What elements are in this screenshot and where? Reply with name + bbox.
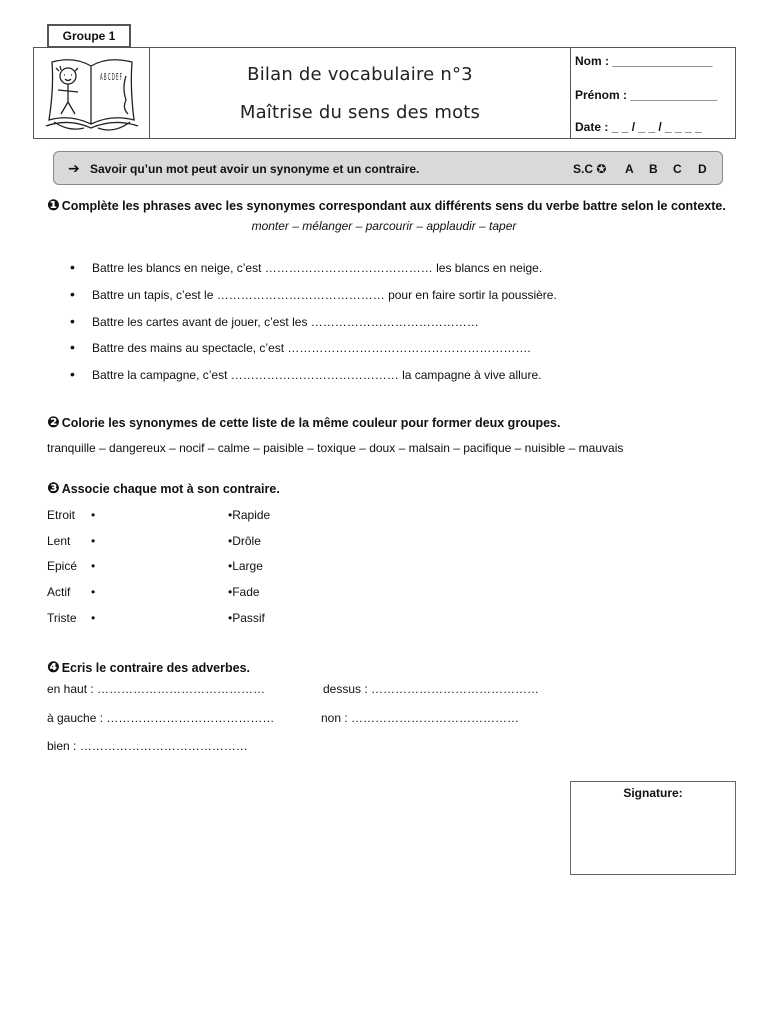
answer-line-non[interactable]: non : …………………………………… — [321, 711, 520, 725]
level-a[interactable]: A — [625, 162, 634, 176]
answer-line-bien[interactable]: bien : …………………………………… — [47, 739, 248, 753]
group-label: Groupe 1 — [47, 24, 131, 48]
q4-title: Ecris le contraire des adverbes. — [61, 661, 250, 675]
logo-letters: A B C D E F — [100, 72, 123, 83]
q3-number: ❸ — [47, 480, 60, 497]
header-table — [33, 47, 736, 139]
q1-title: Complète les phrases avec les synonymes correspondant aux différents sens du verbe battre selon le contexte. — [61, 199, 726, 213]
answer-line-dessus[interactable]: dessus : …………………………………… — [323, 682, 540, 696]
objective-text: Savoir qu’un mot peut avoir un synonyme et un contraire. — [90, 162, 420, 176]
list-item: • Battre des mains au spectacle, c’est ……………………………………………………. — [70, 339, 531, 355]
match-left-item[interactable]: Triste • — [47, 611, 96, 625]
signature-box[interactable] — [570, 781, 736, 875]
level-b[interactable]: B — [649, 162, 658, 176]
match-left-item[interactable]: Lent • — [47, 534, 96, 548]
signature-label: Signature: — [623, 786, 683, 800]
q2-number: ❷ — [47, 414, 60, 431]
q1-number: ❶ — [47, 197, 60, 214]
answer-line-en-haut[interactable]: en haut : …………………………………… — [47, 682, 266, 696]
q3-title: Associe chaque mot à son contraire. — [61, 482, 280, 496]
page-subtitle: Maîtrise du sens des mots — [239, 102, 481, 123]
match-left-item[interactable]: Etroit • — [47, 508, 96, 522]
level-c[interactable]: C — [673, 162, 682, 176]
list-item: • Battre un tapis, c’est le …………………………………… pour en faire sortir la poussière. — [70, 286, 557, 302]
prenom-field[interactable]: Prénom : _____________ — [575, 88, 718, 102]
q1-title-row — [47, 196, 726, 214]
nom-field[interactable]: Nom : _______________ — [575, 54, 713, 68]
list-item: • Battre les cartes avant de jouer, c’est les …………………………………… — [70, 313, 479, 329]
arrow-icon: ➔ — [68, 160, 80, 176]
book-child-icon — [34, 48, 149, 138]
match-right-item[interactable]: •Drôle — [228, 534, 261, 548]
match-left-item[interactable]: Epicé • — [47, 559, 96, 573]
match-left-item[interactable]: Actif • — [47, 585, 96, 599]
match-right-item[interactable]: •Fade — [228, 585, 260, 599]
date-field[interactable]: Date : _ _ / _ _ / _ _ _ _ — [575, 120, 702, 134]
sc-label: S.C ✪ — [573, 162, 607, 176]
title-cell — [150, 48, 570, 138]
level-d[interactable]: D — [698, 162, 707, 176]
q4-number: ❹ — [47, 659, 60, 676]
q2-title-row — [47, 413, 560, 431]
list-item: • Battre la campagne, c’est …………………………………… la campagne à vive allure. — [70, 366, 542, 382]
objective-bar — [53, 151, 723, 185]
q2-title: Colorie les synonymes de cette liste de la même couleur pour former deux groupes. — [61, 416, 561, 430]
student-info-cell — [570, 48, 736, 138]
q3-title-row — [47, 479, 280, 497]
q1-word-list: monter – mélanger – parcourir – applaudir – taper — [251, 219, 517, 233]
q4-title-row — [47, 658, 250, 676]
q2-word-list: tranquille – dangereux – nocif – calme – paisible – toxique – doux – malsain – pacifique – nuisible – mauvais — [47, 441, 624, 455]
match-right-item[interactable]: •Passif — [228, 611, 265, 625]
list-item: • Battre les blancs en neige, c’est …………………………………… les blancs en neige. — [70, 259, 543, 275]
answer-line-a-gauche[interactable]: à gauche : …………………………………… — [47, 711, 275, 725]
page-title: Bilan de vocabulaire n°3 — [247, 64, 473, 85]
match-right-item[interactable]: •Large — [228, 559, 263, 573]
match-right-item[interactable]: •Rapide — [228, 508, 271, 522]
logo-cell — [34, 48, 150, 138]
